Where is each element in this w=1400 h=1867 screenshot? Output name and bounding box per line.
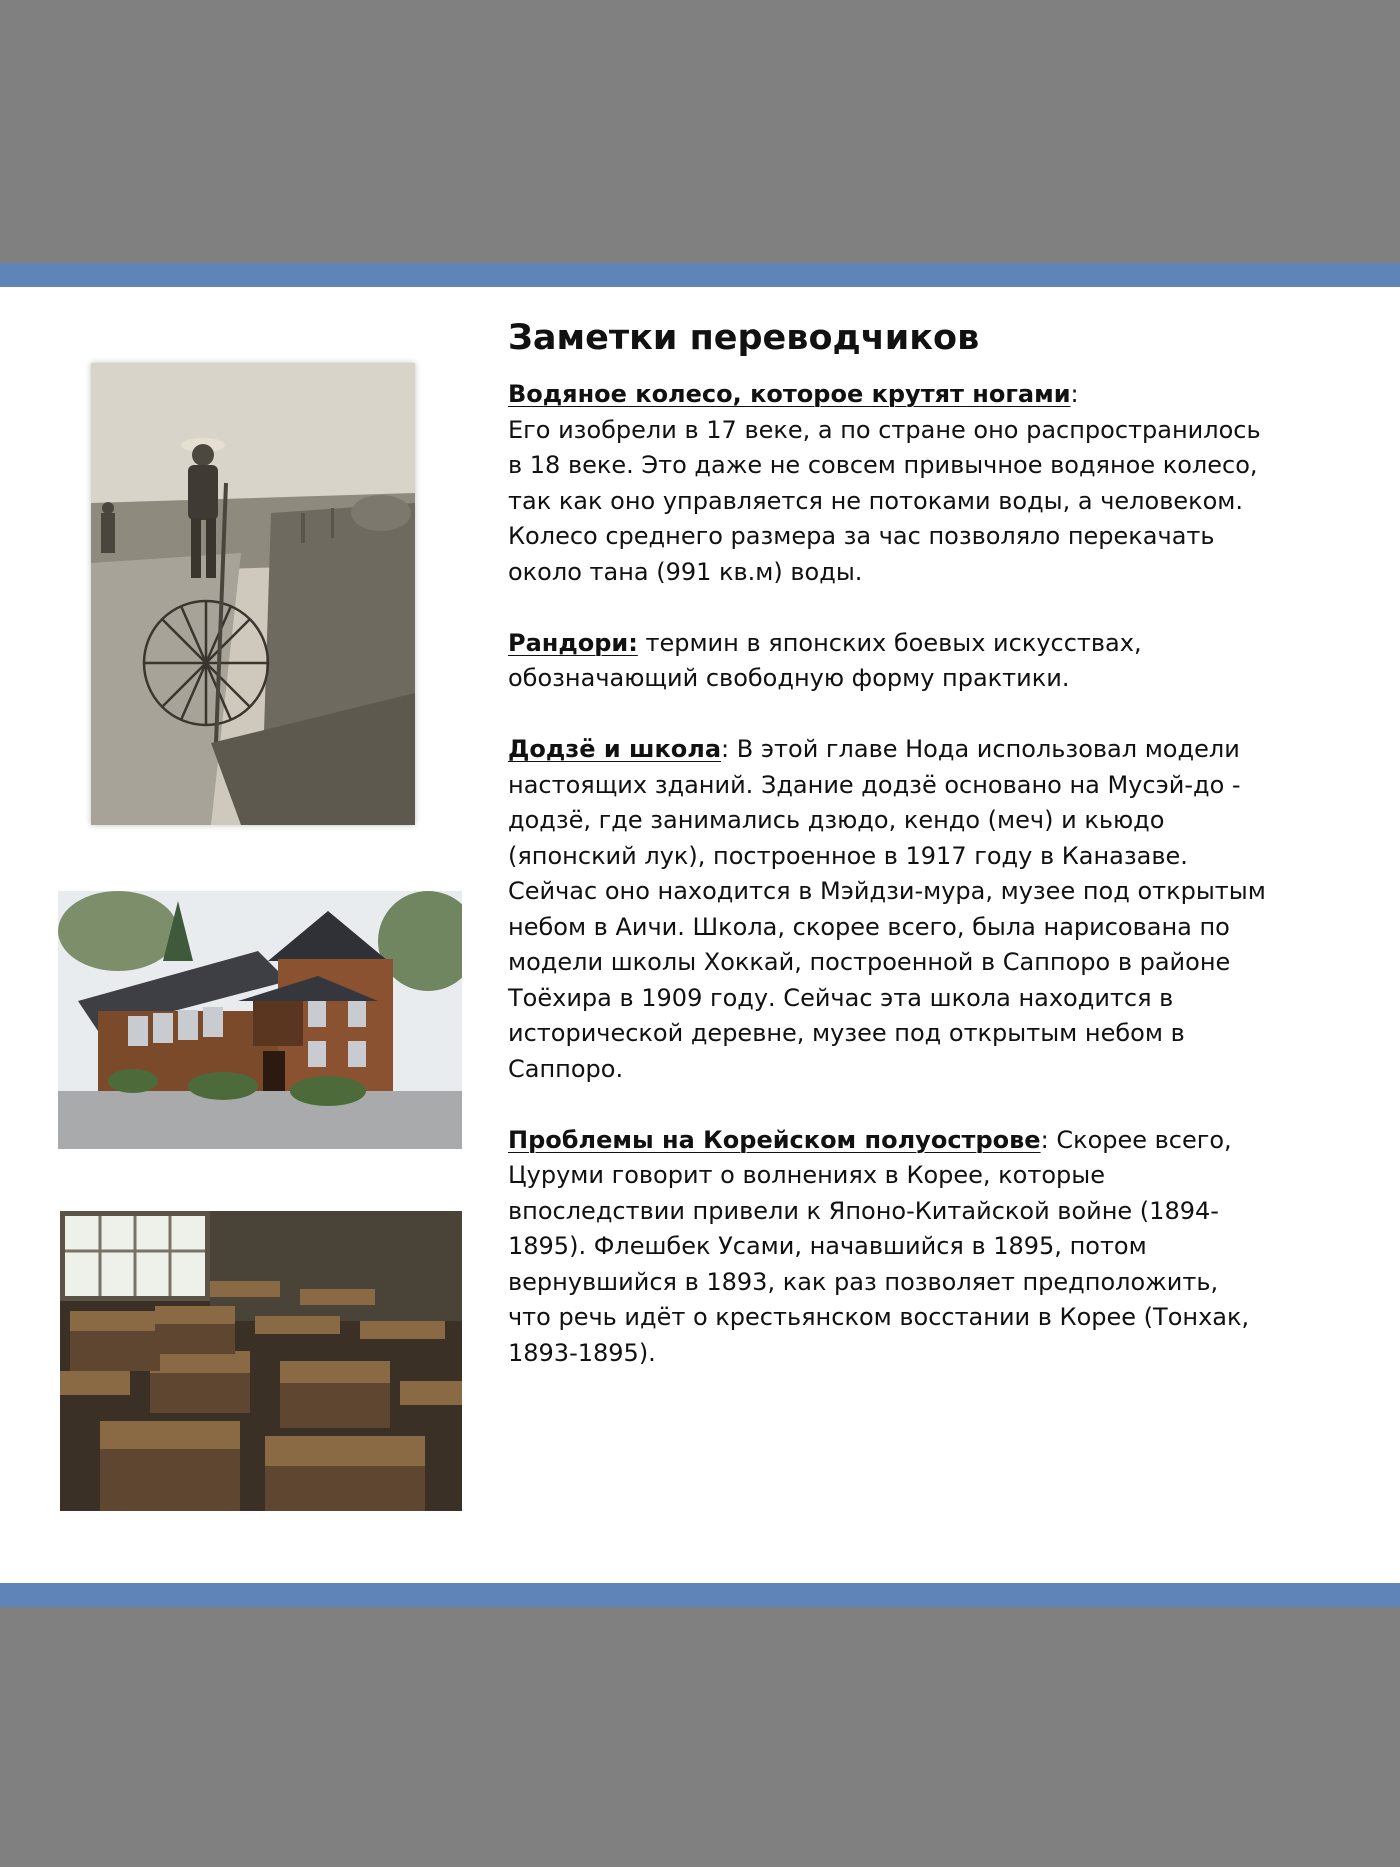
note-randori: [508, 626, 1268, 697]
bottom-accent-band: [0, 1583, 1400, 1607]
note-term: Водяное колесо, которое крутят ногами: [508, 380, 1071, 408]
note-body: термин в японских боевых искусствах, обозначающий свободную форму практики.: [508, 628, 1142, 692]
note-separator: :: [721, 735, 730, 763]
bottom-margin: [0, 1607, 1400, 1867]
note-waterwheel: [508, 377, 1268, 590]
note-term: Проблемы на Корейском полуострове: [508, 1125, 1041, 1154]
top-margin: [0, 0, 1400, 263]
translator-notes: [508, 317, 1268, 1407]
dojo-photo: [58, 891, 462, 1149]
top-accent-band: [0, 263, 1400, 287]
page-title: Заметки переводчиков: [508, 318, 980, 358]
note-separator: :: [1070, 380, 1079, 408]
page-sheet: [0, 287, 1400, 1583]
note-dojo-school: [508, 732, 1268, 1087]
note-term: Додзё и школа: [508, 735, 722, 763]
classroom-photo: [60, 1211, 462, 1511]
note-body: Скорее всего, Цуруми говорит о волнениях в Корее, которые впоследствии привели к Японо-Китайской войне (1894-1895). Флешбек Усами, начавшийся в 1895, потом вернувшийся в 1893, как раз позволяет предположить, что речь идёт о крестьянском восстании в Корее (Тонхак, 1893-1895).: [508, 1125, 1250, 1367]
note-korea: [508, 1123, 1268, 1372]
note-separator: :: [1040, 1125, 1049, 1154]
note-body: Его изобрели в 17 веке, а по стране оно распространилось в 18 веке. Это даже не совсем привычное водяное колесо, так как оно управляется не потоками воды, а человеком. Колесо среднего размера за час позволяло перекачать около тана (991 кв.м) воды.: [508, 415, 1261, 586]
note-body: В этой главе Нода использовал модели настоящих зданий. Здание додзё основано на Мусэй-до - додзё, где занимались дзюдо, кендо (меч) и кьюдо (японский лук), построенное в 1917 году в Каназаве. Сейчас оно находится в Мэйдзи-мура, музее под открытым небом в Аичи. Школа, скорее всего, была нарисована по модели школы Хоккай, построенной в Саппоро в районе Тоёхира в 1909 году. Сейчас эта школа находится в исторической деревне, музее под открытым небом в Саппоро.: [508, 735, 1266, 1083]
waterwheel-photo: [91, 363, 415, 825]
note-term: Рандори:: [508, 628, 638, 657]
